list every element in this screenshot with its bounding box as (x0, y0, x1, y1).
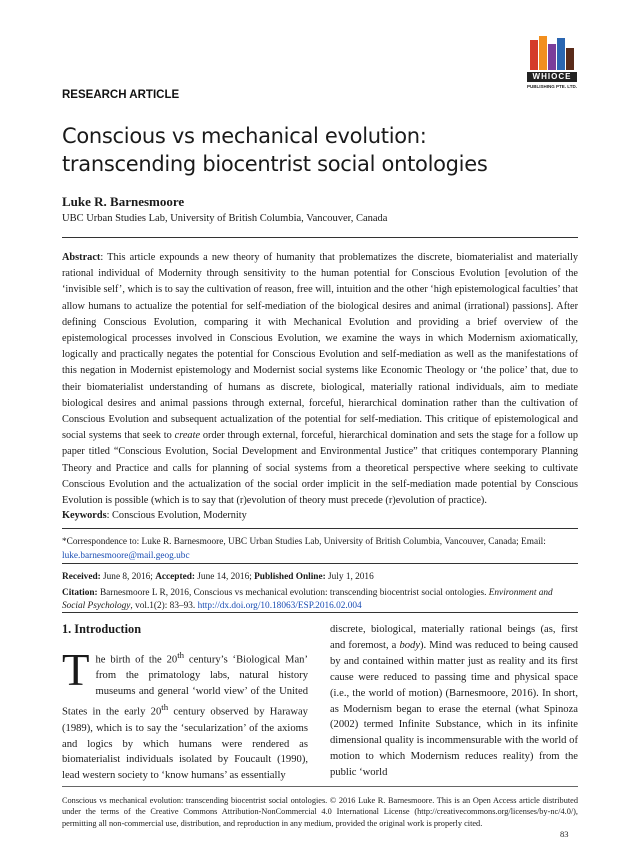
published-label: Published Online: (254, 572, 326, 582)
intro-text-1: he birth of the 20 (95, 654, 178, 666)
abstract-text-1: : This article expounds a new theory of humanity that problematizes the discrete, biomaterialist and materially rational individual of Modernity through sensitivity to the human potential for Conscious Evolution [evolution of the ‘invisible self’, which is to say the cultivation of reason, free will, intuition and the other ‘high epistemological faculties’ that allow humans to actualize the potential for self-mediation of the biological desires and animal (irrational) passions]. After defining Conscious Evolution, comparing it with Mechanical Evolution and providing a brief overview of the epistemological processes involved in Conscious Evolution, we examine the ways in which Modernism axiomatically, logically and practically negates the potential for Conscious Evolution and self-mediation as well as the manifestations of this negation in Modernist epistemology and Modernist social systems like Economic Theology or ‘the police’ that, due to their biomaterialist understanding of humans as discrete, biological, materially rational individuals, aim to mediate biological desires and animal passions through external, forceful, hierarchical domination rather than the cultivation of Conscious Evolution and subsequent actualization of the potential for self-mediation. This critique of epistemological and social systems that seek to (62, 252, 578, 442)
correspondence-text: *Correspondence to: Luke R. Barnesmoore, UBC Urban Studies Lab, University of British Columbia, Vancouver, Canada; Email: (62, 537, 546, 547)
citation-doi-link[interactable]: http://dx.doi.org/10.18063/ESP.2016.02.004 (197, 601, 362, 611)
logo-name: WHIOCE (527, 72, 577, 82)
section-heading: 1. Introduction (62, 622, 142, 636)
divider-body (62, 612, 578, 613)
correspondence (62, 536, 578, 563)
citation (62, 587, 578, 613)
body-column-right (330, 622, 578, 781)
right-text-1: discrete, biological, materially rational beings (as, first and foremost, a (330, 624, 578, 651)
accepted-label: Accepted: (155, 572, 195, 582)
keywords (62, 510, 578, 521)
intro-paragraph (62, 644, 308, 784)
keywords-label: Keywords (62, 510, 107, 521)
citation-volume: , vol.1(2): 83–93. (130, 601, 198, 611)
received-date: June 8, 2016; (100, 572, 156, 582)
intro-text-2: century’s ‘Biological Man’ from the primatology labs, natural history museums and general ‘world view’ of the United States in the early 20 (62, 654, 308, 718)
body-column-left (62, 622, 308, 784)
publisher-logo (527, 36, 577, 92)
title-line-1: Conscious vs mechanical evolution: (62, 124, 427, 148)
divider-corr-top (62, 528, 578, 529)
abstract (62, 250, 578, 509)
license-footer: Conscious vs mechanical evolution: transcending biocentrist social ontologies. © 2016 Luke R. Barnesmoore. This is an Open Access article distributed under the terms of the Creative Commons Attribution-NonCommercial 4.0 International License (http://creativecommons.org/licenses/by-nc/4.0/), permitting all non-commercial use, distribution, and reproduction in any medium, provided the original work is properly cited. (62, 796, 578, 828)
keywords-text: : Conscious Evolution, Modernity (106, 510, 247, 521)
right-text-2: ). Mind was reduced to being caused by and contained within matter just as reality and its first cause were reduced to passing time and physical space (i.e., the world of motion) (Barnesmoore, 2016). In short, as Modernism began to erase the eternal (what Spinoza (2002) termed Infinite Substance, which in its infinite dimensional quality is incommensurable with the world of motion to which Modernism reduces reality) from the public ‘world (330, 639, 579, 779)
correspondence-email-link[interactable]: luke.barnesmoore@mail.geog.ubc (62, 550, 190, 561)
author-name: Luke R. Barnesmoore (62, 194, 185, 209)
logo-subtitle: PUBLISHING PTE. LTD. (527, 84, 577, 89)
intro-sup-1: th (177, 649, 185, 660)
accepted-date: June 14, 2016; (194, 572, 255, 582)
title-line-2: transcending biocentrist social ontologies (62, 152, 488, 176)
citation-text: Barnesmoore L R, 2016, Conscious vs mechanical evolution: transcending biocentrist social ontologies. (97, 588, 489, 598)
page-number: 83 (560, 829, 569, 839)
dates-line (62, 571, 578, 584)
author-affiliation: UBC Urban Studies Lab, University of British Columbia, Vancouver, Canada (62, 213, 388, 224)
received-label: Received: (62, 572, 101, 582)
article-meta (62, 571, 578, 613)
intro-sup-2: th (161, 702, 169, 713)
abstract-emphasis: create (174, 430, 201, 442)
article-title (62, 122, 562, 178)
drop-cap: T (62, 644, 90, 695)
logo-bars-icon (530, 36, 574, 70)
citation-label: Citation: (62, 588, 98, 598)
divider-corr-bottom (62, 563, 578, 564)
article-type: RESEARCH ARTICLE (62, 89, 180, 101)
citation-journal: Environment and Social Psychology (62, 588, 553, 611)
published-date: July 1, 2016 (325, 572, 374, 582)
abstract-text-2: order through external, forceful, hierarchical domination and sets the stage for a follow up paper titled “Conscious Evolution, Social Development and Environmental Justice” that critiques contemporary Planning Theory and Practice and calls for planning of social systems from a theoretical perspective where seeking to cultivate Conscious Evolution and the actualization of the social order implicit in the self-mediation made potential by Conscious Evolution is possible (which is to say that (r)evolution of theory must precede (r)evolution of practice). (62, 430, 578, 507)
divider-footer (62, 786, 578, 787)
divider-top (62, 237, 578, 238)
intro-text-3: century observed by Haraway (1989), which is to say the ‘secularization’ of the axioms and logics by which humans were rendered as biomaterialist individuals isolated by Foucault (1990), lead western society to ‘know humans’ as essentially (62, 706, 308, 782)
abstract-label: Abstract (62, 252, 101, 263)
right-emphasis: body (399, 639, 421, 651)
